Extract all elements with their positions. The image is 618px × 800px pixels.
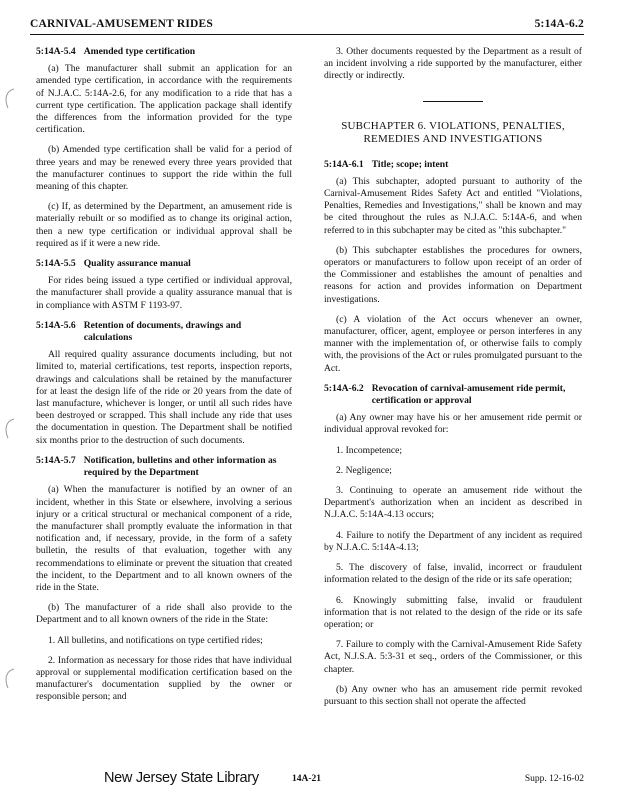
punch-hole-mark (2, 418, 16, 440)
page-number: 14A-21 (292, 774, 322, 784)
list-item: 3. Continuing to operate an amusement ride without the Department's authorization when an incident as described in N.J.A.C. 5:14A-4.13 occurs; (324, 485, 582, 521)
page-footer (30, 770, 584, 792)
left-column (36, 46, 292, 712)
section-title: Notification, bulletins and other information as required by the Department (83, 454, 277, 479)
section-heading (324, 159, 582, 171)
paragraph: (a) When the manufacturer is notified by an owner of an incident, whether in this State or elsewhere, involving a serious injury or a critical structural or mechanical component of a ride, the manufacturer shall promptly evaluate the information in that notification and, if necessary, provide, in the form of a safety bulletin, the results of that evaluation, together with any recommendations to eliminate or prevent the situation that created the incident, to the Department and to all known owners of the ride in the State. (36, 484, 292, 593)
list-item: 2. Information as necessary for those rides that have individual approval or supplemental modification certification based on the manufacturer's documentation supplied by the owner or responsible person; and (36, 654, 292, 703)
header-section-number: 5:14A-6.2 (534, 18, 584, 30)
punch-hole-mark (2, 668, 16, 690)
paragraph: All required quality assurance documents including, but not limited to, material certifications, test reports, inspection reports, drawings and calculations shall be retained by the manufacturer for at least the design life of the ride or 20 years from the date of last manufacture, whichever is longer, or until all such rides have been destroyed or scrapped. This shall include any ride that uses the documentation in question. The Department shall be notified six months prior to the destruction of such documents. (36, 349, 292, 446)
list-item: 1. Incompetence; (336, 444, 403, 456)
paragraph: (c) If, as determined by the Department, an amusement ride is materially rebuilt or so modified as to change its original action, then a new type certification or individual approval shall be required as if it were a new ride. (36, 201, 292, 249)
paragraph: (a) The manufacturer shall submit an application for an amended type certification, in accordance with the requirements of N.J.A.C. 5:14A-2.6, for any modification to a ride that has a current type certification. The application package shall identify the differences from the information provided for the type certification. (36, 63, 292, 136)
section-number: 5:14A-5.6 (36, 319, 76, 331)
library-stamp: New Jersey State Library (104, 770, 259, 786)
section-divider (423, 101, 483, 102)
supplement-date: Supp. 12-16-02 (524, 774, 584, 784)
paragraph: (b) Amended type certification shall be valid for a period of three years and may be renewed every three years provided that the manufacturer continues to support the ride within the full meaning of this chapter. (36, 144, 292, 193)
paragraph: (c) A violation of the Act occurs whenever an owner, manufacturer, officer, agent, employee or person interferes in any manner with the implementation of, or otherwise fails to comply with, the provisions of the Act or rules promulgated pursuant to the Act. (324, 313, 582, 374)
section-number: 5:14A-6.2 (324, 382, 364, 394)
paragraph: (a) This subchapter, adopted pursuant to authority of the Carnival-Amusement Rides Safety Act and entitled "Violations, Penalties, Remedies and Investigations," shall be known and may be cited throughout the rules as N.J.A.C. 5:14A-6, and when referred to in this subchapter may be cited as "this subchapter." (324, 175, 582, 236)
paragraph: (a) Any owner may have his or her amusement ride permit or individual approval revoked for: (324, 412, 582, 436)
list-item: 1. All bulletins, and notifications on type certified rides; (48, 634, 263, 646)
section-heading (36, 320, 292, 344)
list-item: 7. Failure to comply with the Carnival-Amusement Ride Safety Act, N.J.S.A. 5:3-31 et seq., orders of the Commissioner, or this chapter. (324, 639, 582, 675)
section-number: 5:14A-5.5 (36, 258, 76, 270)
running-header (30, 16, 584, 35)
paragraph: (b) Any owner who has an amusement ride permit revoked pursuant to this section shall not operate the affected (324, 683, 582, 707)
section-title: Revocation of carnival-amusement ride permit, certification or approval (371, 382, 566, 407)
list-item: 3. Other documents requested by the Department as a result of an incident involving a ride supported by the manufacturer, either directly or indirectly. (324, 46, 582, 82)
section-title: Amended type certification (83, 46, 196, 57)
section-number: 5:14A-5.7 (36, 454, 76, 466)
list-item: 2. Negligence; (336, 464, 392, 476)
list-item: 4. Failure to notify the Department of any incident as required by N.J.A.C. 5:14A-4.13; (324, 529, 582, 553)
section-heading (36, 46, 292, 58)
list-item: 5. The discovery of false, invalid, incorrect or fraudulent information related to the design of the ride or its safe operation; (324, 562, 582, 586)
section-title: Title; scope; intent (371, 158, 449, 170)
paragraph: For rides being issued a type certified or individual approval, the manufacturer shall provide a quality assurance manual that is in compliance with ASTM F 1193-97. (36, 275, 292, 311)
section-heading (36, 258, 292, 270)
section-number: 5:14A-6.1 (324, 158, 364, 170)
section-title: Retention of documents, drawings and calculations (83, 319, 242, 344)
section-heading (36, 455, 292, 479)
subchapter-heading: SUBCHAPTER 6. VIOLATIONS, PENALTIES, REMEDIES AND INVESTIGATIONS (341, 119, 565, 146)
list-item: 6. Knowingly submitting false, invalid or fraudulent information that is not related to the design of the ride or its safe operation; or (324, 594, 582, 630)
section-number: 5:14A-5.4 (36, 46, 76, 57)
right-column (324, 46, 582, 716)
punch-hole-mark (2, 88, 16, 110)
header-chapter-title: CARNIVAL-AMUSEMENT RIDES (30, 18, 213, 30)
paragraph: (b) This subchapter establishes the procedures for owners, operators or manufacturers to follow upon receipt of an order of the Commissioner and establishes the amount of penalties and reasons for action and provides information on Department investigations. (324, 244, 582, 305)
section-heading (324, 383, 582, 407)
paragraph: (b) The manufacturer of a ride shall also provide to the Department and to all known owners of the ride in the State: (36, 602, 292, 626)
section-title: Quality assurance manual (83, 258, 191, 270)
